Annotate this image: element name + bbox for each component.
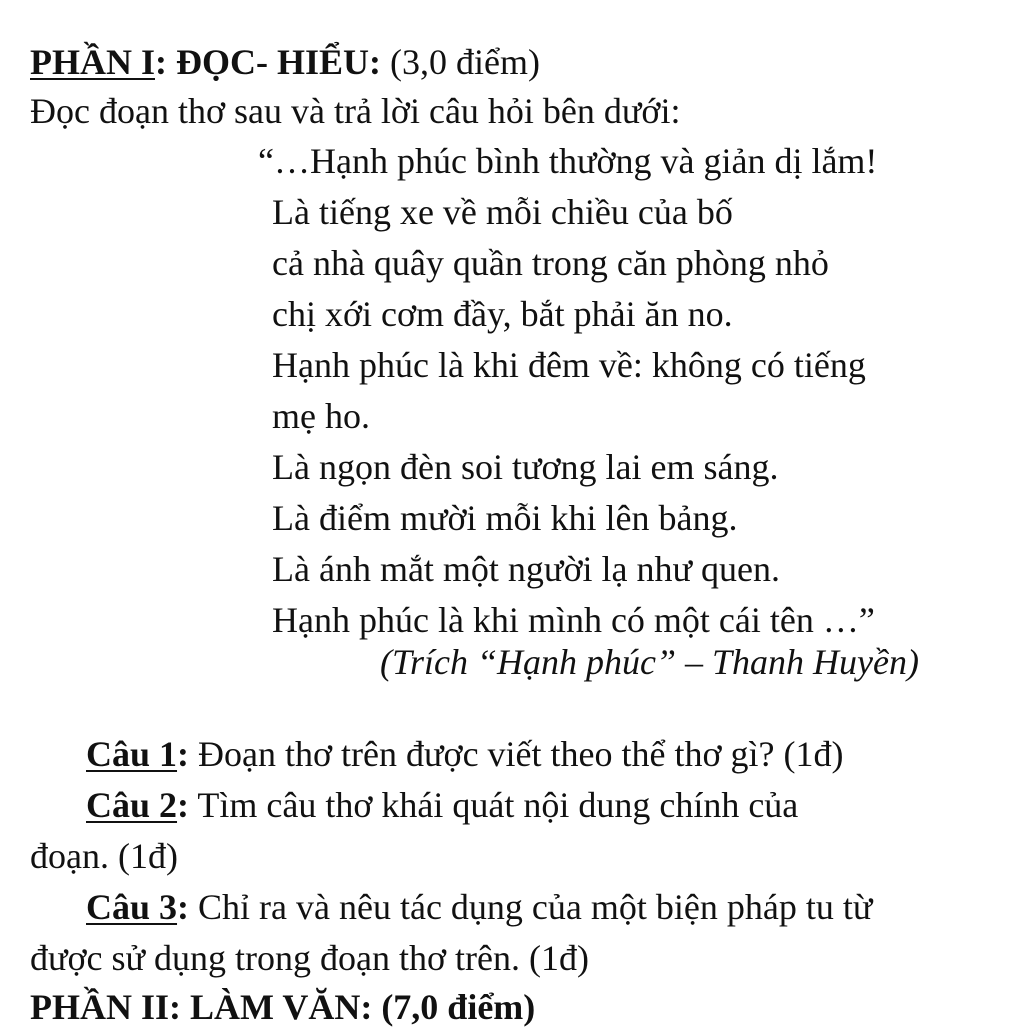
section-points: (3,0 điểm) — [380, 42, 540, 82]
question-colon: : — [177, 887, 190, 927]
poem-line: Là tiếng xe về mỗi chiều của bố — [272, 192, 733, 232]
question-label: Câu 2 — [86, 785, 178, 825]
question-1 — [86, 732, 843, 776]
poem-line: Hạnh phúc là khi đêm về: không có tiếng — [272, 345, 866, 385]
poem-line: cả nhà quây quần trong căn phòng nhỏ — [272, 243, 829, 283]
question-colon: : — [177, 734, 190, 774]
poem-line: Là ánh mắt một người lạ như quen. — [272, 549, 780, 589]
question-colon: : — [177, 785, 190, 825]
reading-instruction: Đọc đoạn thơ sau và trả lời câu hỏi bên dưới: — [30, 91, 681, 131]
question-2-continuation: đoạn. (1đ) — [30, 836, 178, 876]
question-3 — [86, 885, 872, 929]
question-3-continuation: được sử dụng trong đoạn thơ trên. (1đ) — [30, 938, 590, 978]
poem-line: “…Hạnh phúc bình thường và giản dị lắm! — [258, 141, 878, 181]
section-heading — [30, 40, 540, 84]
question-label: Câu 3 — [86, 887, 178, 927]
question-text: Tìm câu thơ khái quát nội dung chính của — [197, 785, 799, 825]
section-label: PHẦN I — [30, 42, 155, 82]
question-text: Đoạn thơ trên được viết theo thể thơ gì? (1đ) — [198, 734, 844, 774]
poem-line: Hạnh phúc là khi mình có một cái tên …” — [272, 600, 875, 640]
section-title: : ĐỌC- HIỂU: — [155, 42, 381, 82]
poem-line: Là ngọn đèn soi tương lai em sáng. — [272, 447, 779, 487]
next-section-heading-partial: PHẦN II: LÀM VĂN: (7,0 điểm) — [30, 987, 536, 1027]
poem-line: mẹ ho. — [272, 396, 370, 436]
question-2 — [86, 783, 798, 827]
question-text: Chỉ ra và nêu tác dụng của một biện pháp tu từ — [198, 887, 873, 927]
poem-source: (Trích “Hạnh phúc” – Thanh Huyền) — [380, 642, 919, 682]
poem-line: Là điểm mười mỗi khi lên bảng. — [272, 498, 738, 538]
poem-line: chị xới cơm đầy, bắt phải ăn no. — [272, 294, 733, 334]
question-label: Câu 1 — [86, 734, 178, 774]
